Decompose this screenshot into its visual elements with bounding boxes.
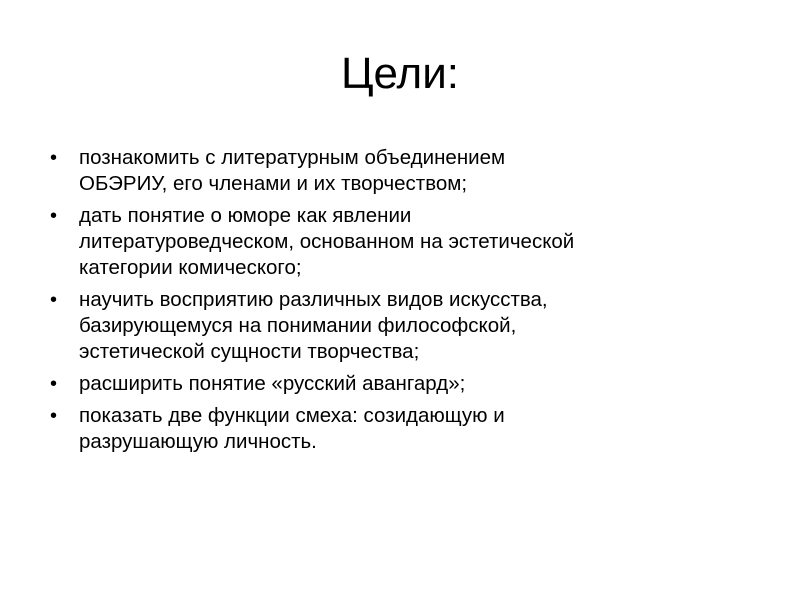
- list-item: [40, 145, 740, 197]
- list-item-text: дать понятие о юморе как явлении литературоведческом, основанном на эстетической категории комического;: [79, 204, 575, 279]
- bullet-icon: •: [50, 147, 58, 169]
- bullet-icon: •: [50, 405, 58, 427]
- list-item: [40, 403, 740, 455]
- list-item: [40, 287, 740, 365]
- list-item: [40, 203, 740, 281]
- list-item: [40, 371, 740, 397]
- bullet-icon: •: [50, 373, 58, 395]
- list-item-text: показать две функции смеха: созидающую и разрушающую личность.: [79, 404, 505, 453]
- list-item-text: научить восприятию различных видов искусства, базирующемуся на понимании философской, эстетической сущности творчества;: [79, 288, 548, 363]
- list-item-text: расширить понятие «русский авангард»;: [79, 372, 466, 395]
- bullet-icon: •: [50, 289, 58, 311]
- list-item-text: познакомить с литературным объединением ОБЭРИУ, его членами и их творчеством;: [79, 146, 506, 195]
- slide-title: Цели:: [340, 49, 460, 98]
- bullet-list: [40, 145, 740, 461]
- bullet-icon: •: [50, 205, 58, 227]
